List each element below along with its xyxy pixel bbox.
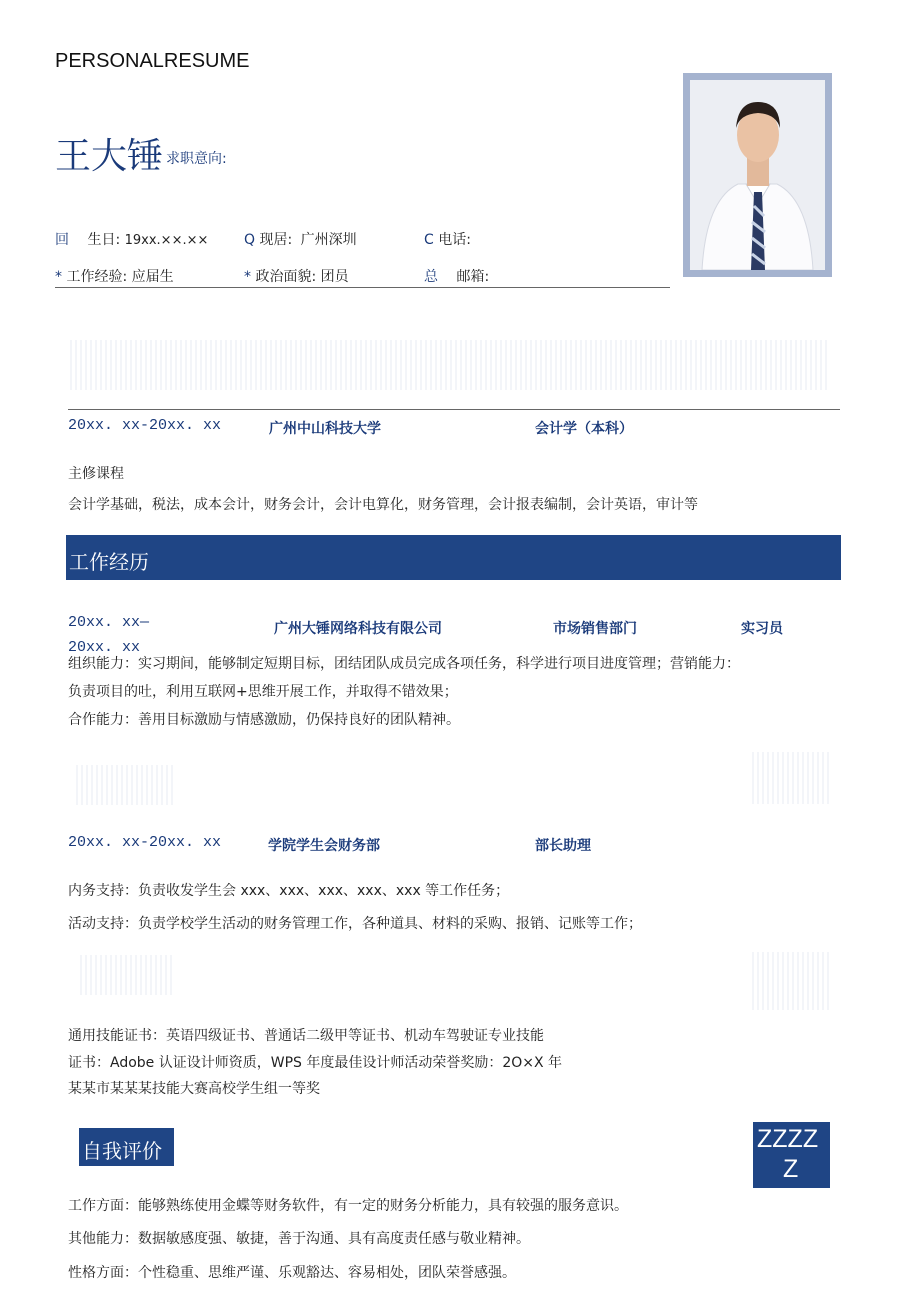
education-date: 20xx. xx-20xx. xx	[68, 417, 222, 434]
header-divider	[55, 287, 670, 288]
faint-watermark	[76, 765, 176, 805]
politics-label: 政治面貌:	[255, 269, 317, 285]
work-section-header	[66, 535, 841, 580]
experience-value: 应届生	[131, 269, 174, 285]
info-birthday	[55, 229, 208, 249]
info-politics	[244, 266, 349, 286]
decorative-badge	[753, 1122, 830, 1188]
education-major: 会计学（本科）	[535, 421, 633, 437]
experience-label: 工作经验:	[66, 269, 128, 285]
courses-text: 会计学基础，税法，成本会计，财务会计，会计电算化，财务管理，会计报表编制，会计英语，审计等	[68, 497, 698, 513]
work-section-title: 工作经历	[69, 550, 149, 574]
profile-photo	[690, 80, 825, 270]
education-school: 广州中山科技大学	[269, 421, 381, 437]
location-icon: Q	[244, 232, 256, 248]
birthday-label: 生日:	[87, 232, 121, 248]
courses-label: 主修课程	[68, 466, 124, 482]
phone-label: 电话:	[438, 232, 471, 248]
birthday-icon: 回	[55, 232, 69, 248]
cert-line-2: 证书：Adobe 认证设计师资质，WPS 年度最佳设计师活动荣誉奖励：2O×X 年	[68, 1055, 563, 1071]
cert-line-3: 某某市某某某技能大赛高校学生组一等奖	[68, 1081, 320, 1097]
job1-date-start: 20xx. xx—	[68, 614, 150, 631]
birthday-value: 19xx.××.××	[124, 233, 209, 248]
politics-value: 团员	[320, 269, 349, 285]
info-phone	[424, 229, 471, 249]
job1-department: 市场销售部门	[553, 621, 637, 637]
job1-line-2: 负责项目的吐，利用互联网+思维开展工作，并取得不错效果；	[68, 684, 458, 700]
faint-watermark	[70, 340, 830, 390]
faint-watermark	[752, 752, 830, 804]
job2-date: 20xx. xx-20xx. xx	[68, 834, 222, 851]
person-photo-icon	[690, 80, 825, 270]
job2-line-1: 内务支持：负责收发学生会 xxx、xxx、xxx、xxx、xxx 等工作任务；	[68, 883, 510, 899]
info-email	[424, 266, 489, 286]
resume-header-title: PERSONALRESUME	[55, 50, 250, 72]
experience-icon: *	[55, 269, 62, 285]
info-experience	[55, 266, 174, 286]
job1-line-1: 组织能力：实习期间，能够制定短期目标，团结团队成员完成各项任务，科学进行项目进度管理；营销能力：	[68, 656, 740, 672]
self-eval-line-3: 性格方面：个性稳重、思维严谨、乐观豁达、容易相处，团队荣誉感强。	[68, 1265, 516, 1281]
self-eval-line-1: 工作方面：能够熟练使用金蝶等财务软件，有一定的财务分析能力，具有较强的服务意识。	[68, 1198, 628, 1214]
info-location	[244, 229, 357, 249]
badge-text-line-1: ZZZZ	[757, 1125, 819, 1153]
candidate-name: 王大锤	[55, 136, 164, 177]
location-label: 现居:	[259, 232, 293, 248]
phone-icon: C	[424, 232, 434, 248]
badge-text-line-2: Z	[783, 1155, 799, 1183]
job1-position: 实习员	[741, 621, 783, 637]
location-value: 广州深圳	[300, 232, 357, 248]
job-intent-label: 求职意向:	[166, 151, 227, 167]
cert-line-1: 通用技能证书：英语四级证书、普通话二级甲等证书、机动车驾驶证专业技能	[68, 1028, 544, 1044]
faint-watermark	[752, 952, 830, 1010]
job1-company: 广州大锤网络科技有限公司	[274, 621, 442, 637]
email-label: 邮箱:	[456, 269, 490, 285]
job2-line-2: 活动支持：负责学校学生活动的财务管理工作，各种道具、材料的采购、报销、记账等工作；	[68, 916, 642, 932]
faint-watermark	[80, 955, 175, 995]
email-icon: 总	[424, 269, 438, 285]
job1-date-end: 20xx. xx	[68, 639, 141, 656]
self-eval-section-title: 自我评价	[82, 1139, 162, 1163]
job1-line-3: 合作能力：善用目标激励与情感激励，仍保持良好的团队精神。	[68, 712, 460, 728]
self-eval-line-2: 其他能力：数据敏感度强、敏捷，善于沟通、具有高度责任感与敬业精神。	[68, 1231, 530, 1247]
job2-position: 部长助理	[535, 838, 591, 854]
politics-icon: *	[244, 269, 251, 285]
self-eval-section-header	[79, 1128, 174, 1166]
education-divider	[68, 409, 840, 410]
job2-org: 学院学生会财务部	[268, 838, 380, 854]
